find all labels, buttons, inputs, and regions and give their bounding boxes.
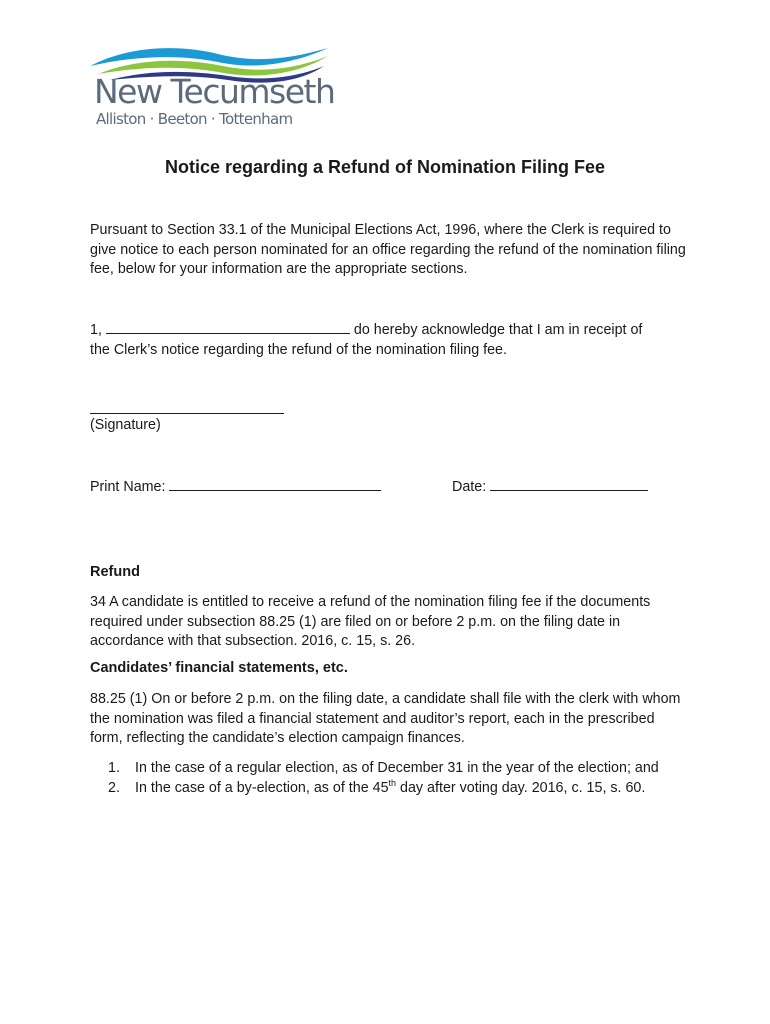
list-item xyxy=(108,779,688,799)
statements-heading: Candidates’ financial statements, etc. xyxy=(90,660,348,676)
list-item-number: 2. xyxy=(108,779,120,796)
ack-suffix: do hereby acknowledge that I am in receipt of xyxy=(353,322,643,338)
page-title: Notice regarding a Refund of Nomination Filing Fee xyxy=(164,157,605,177)
logo-name: New Tecumseth xyxy=(94,72,335,111)
print-name-label: Print Name: xyxy=(90,479,166,495)
acknowledgement-statement xyxy=(90,319,690,360)
date-row xyxy=(452,476,648,498)
list-item-text: In the case of a regular election, as of December 31 in the year of the election; and xyxy=(135,760,659,776)
ordinal-suffix: th xyxy=(388,777,397,788)
list-item-text-after: day after voting day. 2016, c. 15, s. 60. xyxy=(396,779,646,796)
print-name-field[interactable] xyxy=(169,476,381,491)
town-logo xyxy=(88,44,338,129)
date-field[interactable] xyxy=(490,476,648,491)
list-item-text-before: In the case of a by-election, as of the 45 xyxy=(135,779,389,796)
ack-line2: the Clerk’s notice regarding the refund of the nomination filing fee. xyxy=(90,341,507,358)
statements-paragraph: 88.25 (1) On or before 2 p.m. on the filing date, a candidate shall file with the clerk with whom the nomination was filed a financial statement and auditor’s report, each in the prescribed form, reflecting the candidate’s election campaign finances. xyxy=(90,691,681,746)
refund-heading: Refund xyxy=(90,564,140,580)
list-item xyxy=(108,759,688,779)
logo-tagline: Alliston · Beeton · Tottenham xyxy=(96,110,293,128)
refund-paragraph: 34 A candidate is entitled to receive a refund of the nomination filing fee if the documents required under subsection 88.25 (1) are filed on or before 2 p.m. on the filing date in accordance with that subsection. 2016, c. 15, s. 26. xyxy=(90,594,651,649)
intro-paragraph: Pursuant to Section 33.1 of the Municipal Elections Act, 1996, where the Clerk is required to give notice to each person nominated for an office regarding the refund of the nomination filing fee, below for your information are the appropriate sections. xyxy=(90,222,686,277)
signature-label: (Signature) xyxy=(90,417,161,433)
date-label: Date: xyxy=(452,479,487,495)
print-name-row xyxy=(90,476,381,498)
ack-prefix: 1, xyxy=(90,322,102,338)
filing-date-list xyxy=(108,759,688,798)
signature-line[interactable] xyxy=(90,413,284,414)
name-blank-field[interactable] xyxy=(106,319,350,334)
list-item-number: 1. xyxy=(108,760,120,776)
